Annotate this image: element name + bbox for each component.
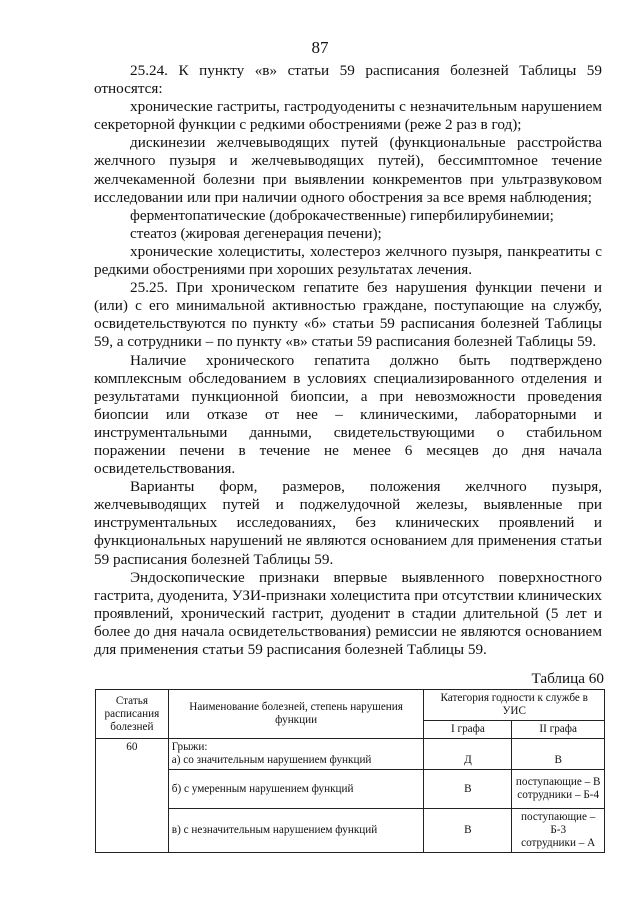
paragraph: Варианты форм, размеров, положения желчного пузыря, желчевыводящих путей и поджелудочной железы, выявленные при инструментальных исследованиях, без клинических проявлений и функциональных нарушений не являются основанием для применения статьи 59 расписания болезней Таблицы 59. <box>94 478 602 568</box>
row-name: б) с умеренным нарушением функций <box>168 770 424 809</box>
header-col1: I графа <box>424 721 512 739</box>
paragraph: дискинезии желчевыводящих путей (функциональные расстройства желчного пузыря и желчевыводящих путей), бессимптомное течение желчекаменной болезни при выявлении конкрементов при ультразвуковом исследовании или при наличии одного обострения за все время наблюдения; <box>94 134 602 206</box>
disease-table <box>95 689 605 853</box>
row-col2: В <box>512 739 605 770</box>
page-number: 87 <box>311 38 329 57</box>
header-category: Категория годности к службе в УИС <box>424 690 605 721</box>
paragraph: Эндоскопические признаки впервые выявленного поверхностного гастрита, дуоденита, УЗИ-признаки холецистита при отсутствии клинических проявлений, хронический гастрит, дуоденит в стадии длительной (5 лет и более до дня начала освидетельствования) ремиссии не являются основанием для применения статьи 59 расписания болезней Таблицы 59. <box>94 568 602 658</box>
row-col1: В <box>424 770 512 809</box>
article-number: 60 <box>96 739 169 853</box>
header-col2: II графа <box>512 721 605 739</box>
row-col2-line: сотрудники – А <box>521 837 596 849</box>
row-col1: В <box>424 809 512 853</box>
header-article: Статья расписания болезней <box>96 690 169 739</box>
body-text <box>94 62 602 659</box>
paragraph: стеатоз (жировая дегенерация печени); <box>130 224 382 242</box>
paragraph: хронические холециститы, холестероз желчного пузыря, панкреатиты с редкими обострениями при хороших результатах лечения. <box>94 242 602 279</box>
row-col2-line: поступающие – Б-3 <box>520 811 596 836</box>
table-row <box>96 770 605 809</box>
row-name <box>168 739 424 770</box>
paragraph: хронические гастриты, гастродуодениты с незначительным нарушением секреторной функции с редкими обострениями (реже 2 раз в год); <box>94 98 602 134</box>
group-title: Грыжи: <box>171 741 208 753</box>
paragraph: ферментопатические (доброкачественные) гипербилирубинемии; <box>130 206 554 224</box>
row-col2 <box>512 770 605 809</box>
row-col2-line: сотрудники – Б-4 <box>517 789 600 801</box>
paragraph: 25.24. К пункту «в» статьи 59 расписания болезней Таблицы 59 относятся: <box>94 62 602 98</box>
row-col1: Д <box>424 739 512 770</box>
table-row <box>96 739 605 770</box>
paragraph: Наличие хронического гепатита должно быть подтверждено комплексным обследованием в условиях специализированного отделения и результатами пункционной биопсии, а при невозможности проведения биопсии или отказе от нее – клиническими, лабораторными и инструментальными данными, свидетельствующими о стабильном поражении печени в течение не менее 6 месяцев до дня начала освидетельствования. <box>94 351 602 478</box>
row-col2 <box>512 809 605 853</box>
row-name-text: а) со значительным нарушением функций <box>171 754 372 766</box>
paragraph: 25.25. При хроническом гепатите без нарушения функции печени и (или) с его минимальной активностью граждане, поступающие на службу, освидетельствуются по пункту «б» статьи 59 расписания болезней Таблицы 59, а сотрудники – по пункту «в» статьи 59 расписания болезней Таблицы 59. <box>94 279 602 351</box>
row-col2-line: поступающие – В <box>515 776 601 788</box>
table-row <box>96 809 605 853</box>
table-header-row <box>96 690 605 721</box>
row-name: в) с незначительным нарушением функций <box>168 809 424 853</box>
header-name: Наименование болезней, степень нарушения функции <box>168 690 424 739</box>
table-caption: Таблица 60 <box>531 670 604 687</box>
